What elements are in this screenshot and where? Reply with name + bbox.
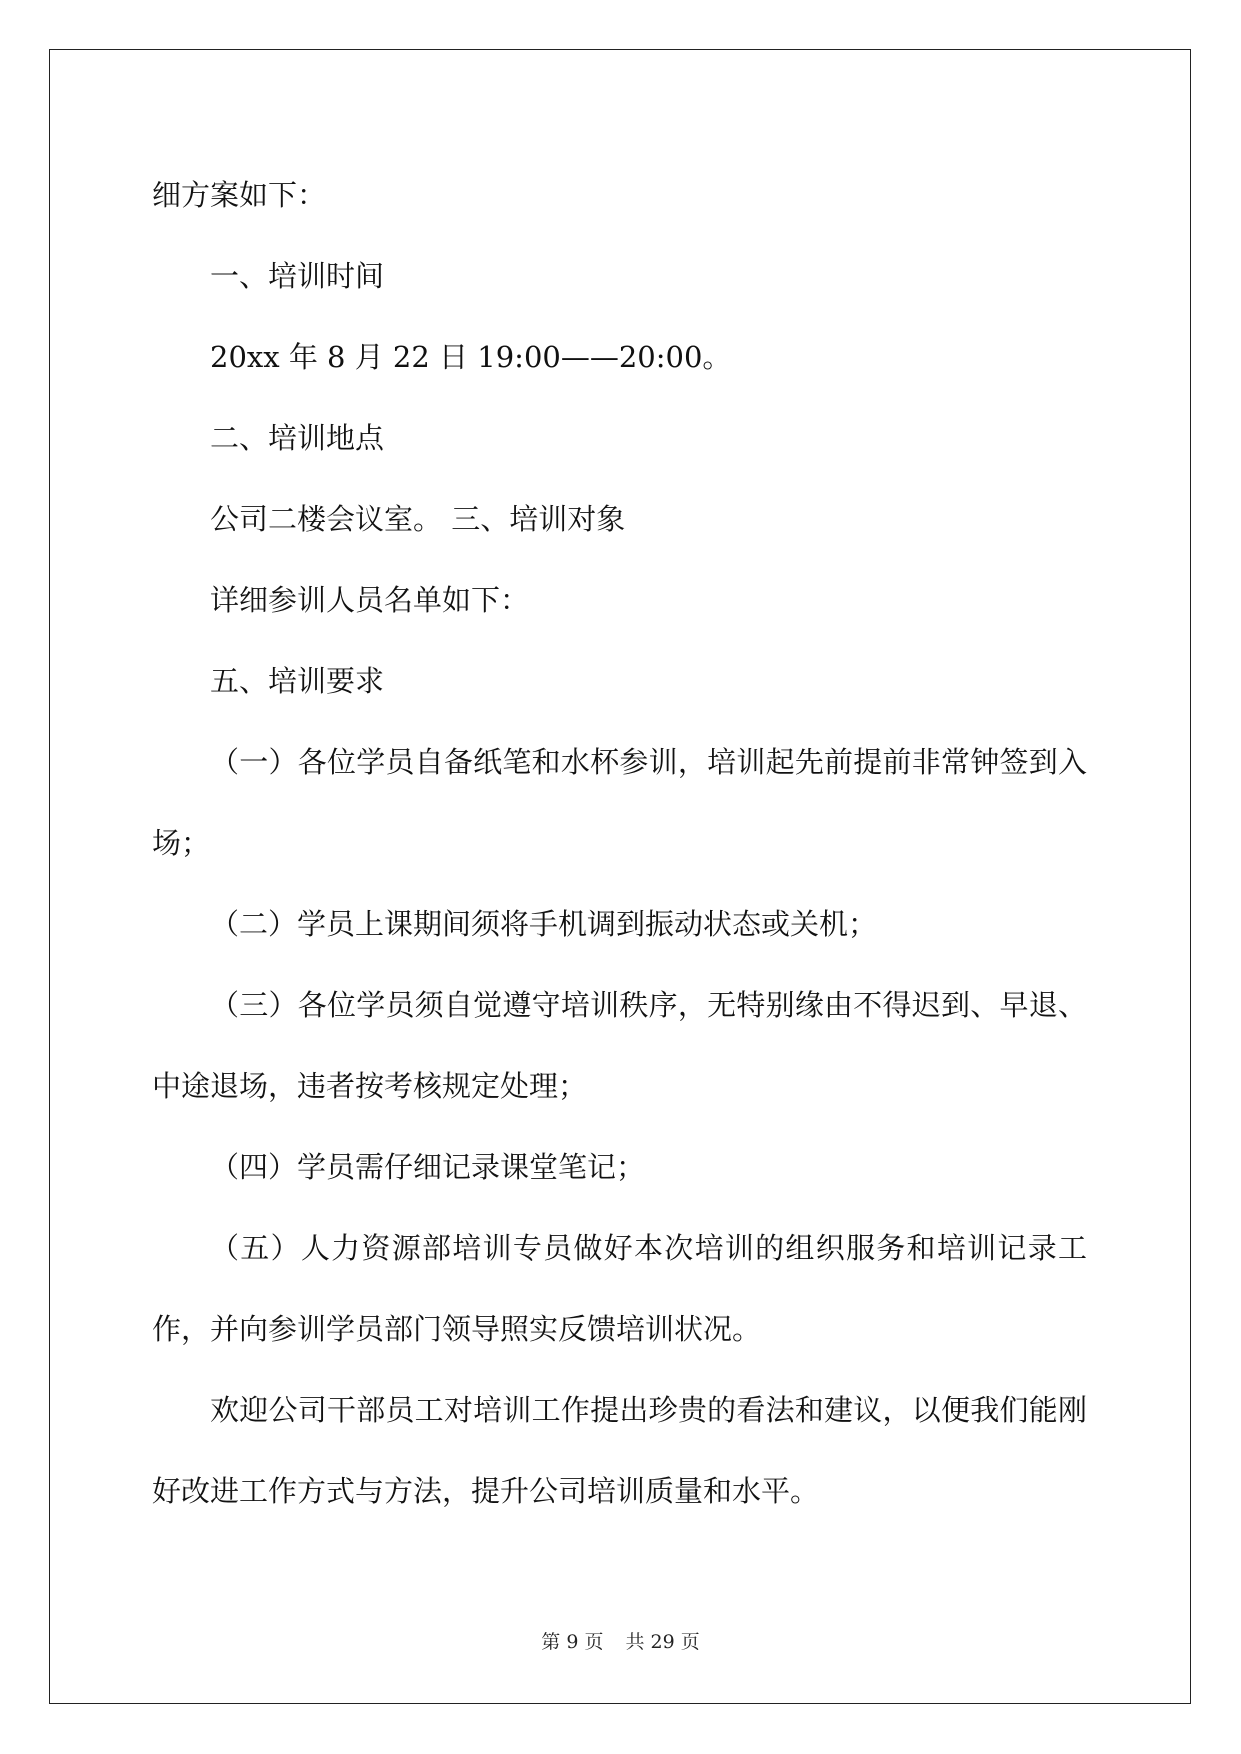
paragraph: 详细参训人员名单如下： bbox=[210, 583, 530, 617]
list-item: （二）学员上课期间须将手机调到振动状态或关机； bbox=[210, 907, 878, 941]
page-total: 共 29 页 bbox=[625, 1631, 700, 1653]
paragraph: 公司二楼会议室。 三、培训对象 bbox=[210, 502, 626, 536]
paragraph: 20xx 年 8 月 22 日 19:00——20:00。 bbox=[210, 340, 732, 374]
paragraph: 细方案如下： bbox=[152, 178, 327, 212]
section-heading: 五、培训要求 bbox=[210, 664, 385, 698]
section-heading: 二、培训地点 bbox=[210, 421, 385, 455]
list-item: （五）人力资源部培训专员做好本次培训的组织服务和培训记录工作，并向参训学员部门领导照实反馈培训状况。 bbox=[152, 1231, 1087, 1346]
list-item: （三）各位学员须自觉遵守培训秩序，无特别缘由不得迟到、早退、中途退场，违者按考核规定处理； bbox=[152, 988, 1087, 1103]
section-heading: 一、培训时间 bbox=[210, 259, 385, 293]
list-item: （一）各位学员自备纸笔和水杯参训，培训起先前提前非常钟签到入场； bbox=[152, 745, 1087, 860]
paragraph: 欢迎公司干部员工对培训工作提出珍贵的看法和建议，以便我们能刚好改进工作方式与方法，提升公司培训质量和水平。 bbox=[152, 1393, 1087, 1508]
document-body bbox=[152, 155, 1087, 1532]
page-number: 第 9 页 bbox=[541, 1631, 604, 1653]
list-item: （四）学员需仔细记录课堂笔记； bbox=[210, 1150, 646, 1184]
page-footer bbox=[0, 1627, 1241, 1654]
